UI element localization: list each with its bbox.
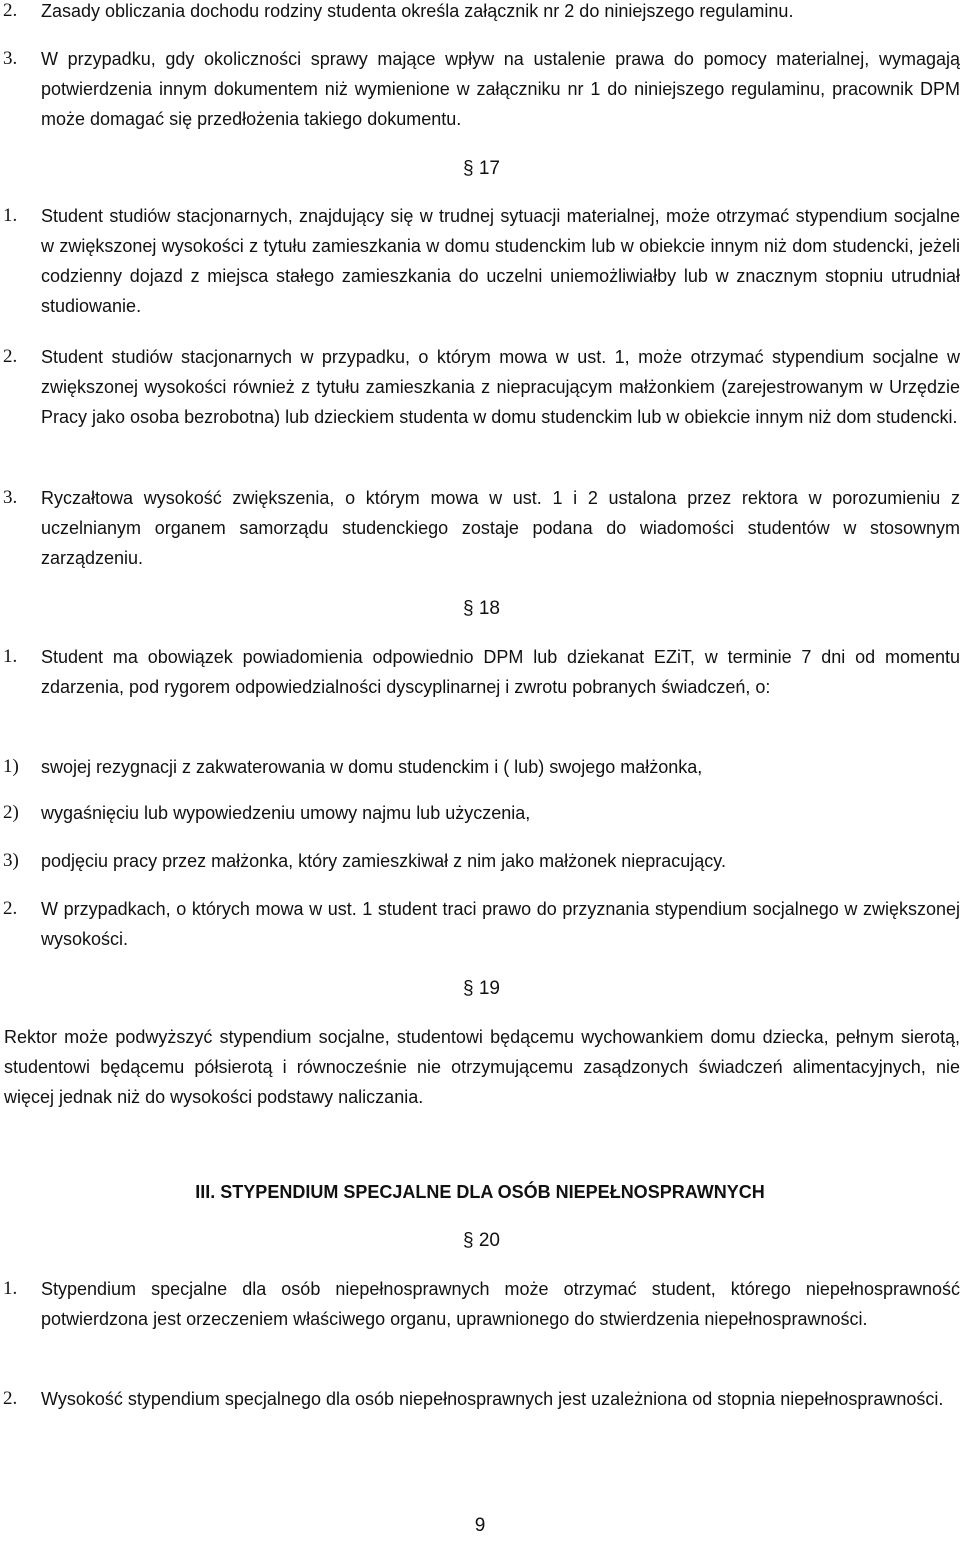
item-text: Student studiów stacjonarnych w przypadku, o którym mowa w ust. 1, może otrzymać stypendium socjalne w zwiększonej wysokości również z tytułu zamieszkania z niepracującym małżonkiem (zarejestrowanym w Urzędzie Pracy jako osoba bezrobotna) lub dzieckiem studenta w domu studenckim lub w obiekcie innym niż dom studencki. <box>41 347 960 427</box>
section-20-title: § 20 <box>463 1230 500 1251</box>
item-text: W przypadku, gdy okoliczności sprawy mające wpływ na ustalenie prawa do pomocy materialnej, wymagają potwierdzenia innym dokumentem niż wymienione w załączniku nr 1 do niniejszego regulaminu, pracownik DPM może domagać się przedłożenia takiego dokumentu. <box>41 49 960 129</box>
item-number: 3. <box>3 48 18 69</box>
page-number: 9 <box>474 1515 486 1536</box>
section-19-title: § 19 <box>463 978 500 999</box>
item-number: 2) <box>3 802 19 823</box>
item-number: 2. <box>3 1388 18 1409</box>
section-18-title: § 18 <box>463 598 500 619</box>
item-text: Student studiów stacjonarnych, znajdujący się w trudnej sytuacji materialnej, może otrzymać stypendium socjalne w zwiększonej wysokości z tytułu zamieszkania w domu studenckim lub w obiekcie innym niż dom studencki, jeżeli codzienny dojazd z miejsca stałego zamieszkania do uczelni uniemożliwiałby lub w znacznym stopniu utrudniał studiowanie. <box>41 206 960 316</box>
item-number: 1. <box>3 1278 18 1299</box>
section-19-text: Rektor może podwyższyć stypendium socjalne, studentowi będącemu wychowankiem domu dziecka, pełnym sierotą, studentowi będącemu półsierotą i równocześnie nie otrzymującemu zasądzonych świadczeń alimentacyjnych, nie więcej jednak niż do wysokości podstawy naliczania. <box>4 1027 960 1107</box>
paragraph-item-2 <box>3 0 960 26</box>
item-text: podjęciu pracy przez małżonka, który zamieszkiwał z nim jako małżonek niepracujący. <box>41 851 726 871</box>
item-text: W przypadkach, o których mowa w ust. 1 student traci prawo do przyznania stypendium socjalnego w zwiększonej wysokości. <box>41 899 960 949</box>
item-number: 2. <box>3 0 18 21</box>
section-18-subitem-2 <box>3 798 960 828</box>
section-20-item-1 <box>3 1274 960 1334</box>
item-number: 1. <box>3 205 18 226</box>
section-18-subitem-3 <box>3 846 960 876</box>
item-text: Student ma obowiązek powiadomienia odpowiednio DPM lub dziekanat EZiT, w terminie 7 dni od momentu zdarzenia, pod rygorem odpowiedzialności dyscyplinarnej i zwrotu pobranych świadczeń, o: <box>41 647 960 697</box>
item-number: 2. <box>3 346 18 367</box>
item-text: wygaśnięciu lub wypowiedzeniu umowy najmu lub użyczenia, <box>41 803 531 823</box>
item-text: Stypendium specjalne dla osób niepełnosprawnych może otrzymać student, którego niepełnosprawność potwierdzona jest orzeczeniem właściwego organu, uprawnionego do stwierdzenia niepełnosprawności. <box>41 1279 960 1329</box>
item-text: Wysokość stypendium specjalnego dla osób niepełnosprawnych jest uzależniona od stopnia niepełnosprawności. <box>41 1389 944 1409</box>
item-number: 3. <box>3 487 18 508</box>
item-text: Zasady obliczania dochodu rodziny studenta określa załącznik nr 2 do niniejszego regulaminu. <box>41 1 794 21</box>
item-text: Ryczałtowa wysokość zwiększenia, o którym mowa w ust. 1 i 2 ustalona przez rektora w porozumieniu z uczelnianym organem samorządu studenckiego zostaje podana do wiadomości studentów w stosownym zarządzeniu. <box>41 488 960 568</box>
item-number: 2. <box>3 898 18 919</box>
item-number: 1) <box>3 756 19 777</box>
section-17-title: § 17 <box>463 158 500 179</box>
chapter-heading: III. STYPENDIUM SPECJALNE DLA OSÓB NIEPEŁNOSPRAWNYCH <box>195 1182 765 1202</box>
item-number: 1. <box>3 646 18 667</box>
section-18-item-2 <box>3 894 960 954</box>
section-17-item-2 <box>3 342 960 432</box>
paragraph-item-3 <box>3 44 960 134</box>
section-18-subitem-1 <box>3 752 960 782</box>
section-17-item-1 <box>3 201 960 321</box>
section-18-item-1 <box>3 642 960 702</box>
item-text: swojej rezygnacji z zakwaterowania w domu studenckim i ( lub) swojego małżonka, <box>41 757 703 777</box>
item-number: 3) <box>3 850 19 871</box>
section-17-item-3 <box>3 483 960 573</box>
section-20-item-2 <box>3 1384 960 1414</box>
